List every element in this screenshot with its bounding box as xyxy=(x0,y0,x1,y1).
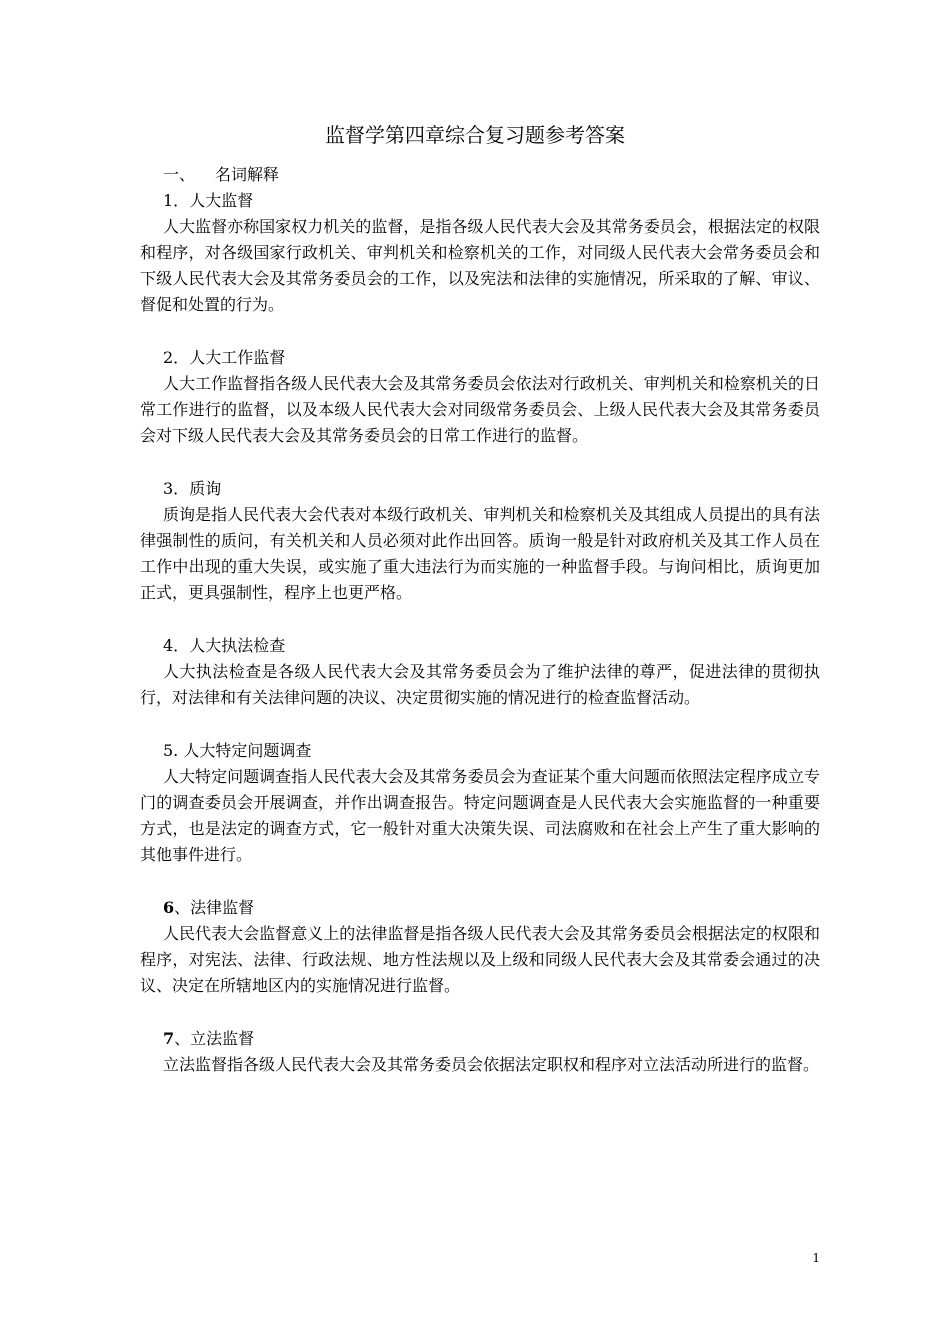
entry-term-text: 质询 xyxy=(189,479,222,498)
entry-number: 1． xyxy=(163,191,190,210)
entry-number: 2． xyxy=(163,348,190,367)
entry-number: 3． xyxy=(163,479,190,498)
page-number: 1 xyxy=(812,1251,820,1265)
definition-entry-3 xyxy=(140,476,820,606)
entry-term-text: 人大特定问题调查 xyxy=(183,741,312,760)
section-title: 名词解释 xyxy=(215,165,280,184)
definition-entry-2 xyxy=(140,345,820,449)
entry-number: 6 xyxy=(163,898,175,917)
entry-term xyxy=(140,188,820,214)
entry-term xyxy=(140,633,820,659)
entry-definition: 人大执法检查是各级人民代表大会及其常务委员会为了维护法律的尊严，促进法律的贯彻执行，对法律和有关法律问题的决议、决定贯彻实施的情况进行的检查监督活动。 xyxy=(140,662,820,707)
definition-entry-1 xyxy=(140,188,820,318)
entry-term-text: 、法律监督 xyxy=(174,898,255,917)
entry-term-text: 人大执法检查 xyxy=(189,636,286,655)
entry-number: 7 xyxy=(163,1029,175,1048)
entry-definition: 人大特定问题调查指人民代表大会及其常务委员会为查证某个重大问题而依照法定程序成立专门的调查委员会开展调查，并作出调查报告。特定问题调查是人民代表大会实施监督的一种重要方式，也是法定的调查方式，它一般针对重大决策失误、司法腐败和在社会上产生了重大影响的其他事件进行。 xyxy=(140,767,820,864)
entry-definition: 立法监督指各级人民代表大会及其常务委员会依据法定职权和程序对立法活动所进行的监督。 xyxy=(163,1055,820,1074)
entry-term xyxy=(140,895,820,921)
definition-entry-6 xyxy=(140,895,820,999)
definition-entry-5 xyxy=(140,738,820,868)
definition-entry-4 xyxy=(140,633,820,711)
entry-term xyxy=(140,738,820,764)
section-number: 一、 xyxy=(163,165,196,184)
definition-entry-7 xyxy=(140,1026,820,1078)
entry-definition: 人大工作监督指各级人民代表大会及其常务委员会依法对行政机关、审判机关和检察机关的日常工作进行的监督，以及本级人民代表大会对同级常务委员会、上级人民代表大会及其常务委员会对下级人民代表大会及其常务委员会的日常工作进行的监督。 xyxy=(140,374,820,445)
entry-definition: 人大监督亦称国家权力机关的监督，是指各级人民代表大会及其常务委员会，根据法定的权限和程序，对各级国家行政机关、审判机关和检察机关的工作，对同级人民代表大会常务委员会和下级人民代表大会及其常务委员会的工作，以及宪法和法律的实施情况，所采取的了解、审议、督促和处置的行为。 xyxy=(140,217,820,314)
document-body xyxy=(140,162,820,1105)
page-title: 监督学第四章综合复习题参考答案 xyxy=(325,123,625,147)
entry-definition: 人民代表大会监督意义上的法律监督是指各级人民代表大会及其常务委员会根据法定的权限和程序，对宪法、法律、行政法规、地方性法规以及上级和同级人民代表大会及其常委会通过的决议、决定在所辖地区内的实施情况进行监督。 xyxy=(140,924,820,995)
entry-term-text: 人大监督 xyxy=(189,191,254,210)
entry-term-text: 、立法监督 xyxy=(174,1029,255,1048)
entry-term xyxy=(140,345,820,371)
section-heading xyxy=(140,162,820,188)
entry-definition: 质询是指人民代表大会代表对本级行政机关、审判机关和检察机关及其组成人员提出的具有法律强制性的质问，有关机关和人员必须对此作出回答。质询一般是针对政府机关及其工作人员在工作中出现的重大失误，或实施了重大违法行为而实施的一种监督手段。与询问相比，质询更加正式，更具强制性，程序上也更严格。 xyxy=(140,505,820,602)
entry-term-text: 人大工作监督 xyxy=(189,348,286,367)
entry-number: 5. xyxy=(163,741,184,760)
entry-term xyxy=(140,476,820,502)
entry-term xyxy=(140,1026,820,1052)
entry-number: 4． xyxy=(163,636,190,655)
